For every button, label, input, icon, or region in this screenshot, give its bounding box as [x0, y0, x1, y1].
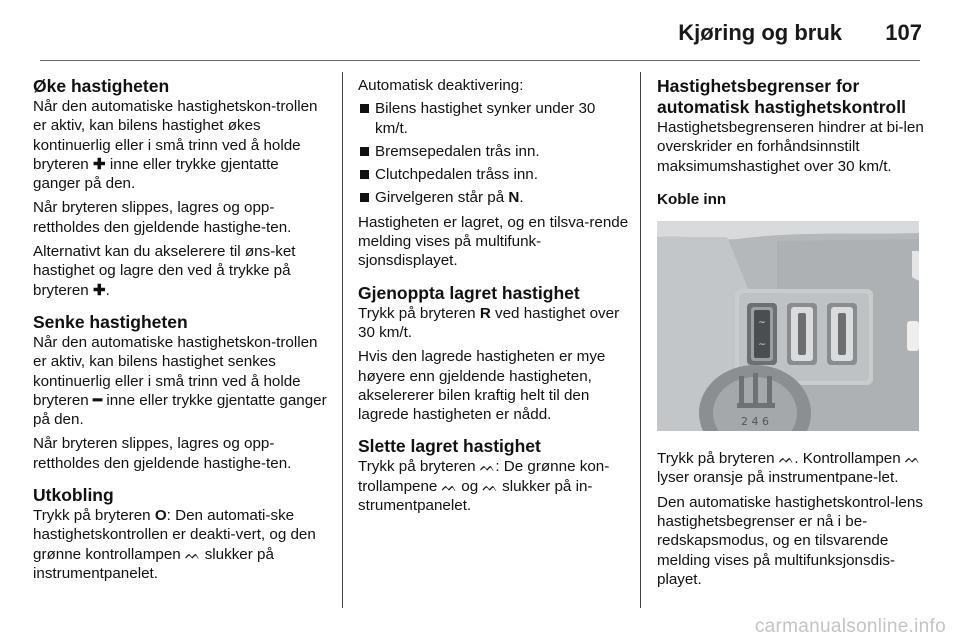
svg-text:~: ~: [758, 318, 766, 329]
list-item: Bremsepedalen trås inn.: [358, 142, 630, 161]
paragraph: Trykk på bryteren ᨓ: De grønne kon-trollampene ᨓ og ᨓ slukker på in-strumentpanelet.: [358, 458, 610, 515]
minus-icon: ━: [92, 391, 103, 409]
svg-text:~: ~: [758, 340, 766, 351]
paragraph: Trykk på bryteren R ved hastighet over 30 km/t.: [358, 304, 620, 341]
speed-limiter-icon: ᨓ: [441, 478, 458, 494]
list-item: Girvelgeren står på N.: [358, 188, 630, 207]
plus-icon: ✚: [92, 281, 106, 299]
paragraph: Når den automatiske hastighetskon-trollen er aktiv, kan bilens hastighet senkes kontinuerlig eller i små trinn ved å holde bryteren ━ inne eller trykke gjentatte ganger på den.: [33, 333, 327, 429]
auto-deactivation-label: Automatisk deaktivering:: [358, 77, 524, 94]
paragraph: Den automatiske hastighetskontrol-lens hastighetsbegrenser er nå i be-redskapsmodus, og en tilsvarende melding vises på multifunksjonsdis-playet.: [657, 493, 923, 588]
deactivation-list: [358, 99, 630, 207]
bullet-icon: [360, 147, 369, 156]
svg-text:2 4 6: 2 4 6: [741, 415, 769, 429]
paragraph: Trykk på bryteren O: Den automati-ske hastighetskontrollen er deakti-vert, og den grønne kontrollampen ᨓ slukker på instrumentpanelet.: [33, 507, 316, 582]
paragraph: Trykk på bryteren ᨓ. Kontrollampen ᨓ lyser oransje på instrumentpane-let.: [657, 450, 921, 487]
plus-icon: ✚: [92, 155, 106, 173]
list-item: Bilens hastighet synker under 30 km/t.: [358, 99, 630, 138]
speed-limiter-icon: ᨓ: [904, 451, 921, 467]
column-3: [657, 76, 925, 589]
bullet-icon: [360, 193, 369, 202]
section-title-resume: Gjenoppta lagret hastighet: [358, 282, 580, 303]
watermark-text: carmanualsonline.info: [754, 616, 946, 637]
subheading-engage: Koble inn: [657, 190, 727, 208]
page-number: 107: [885, 20, 922, 45]
section-title-limiter: Hastighetsbegrenser for automatisk hastighetskontroll: [657, 76, 906, 117]
bullet-icon: [360, 170, 369, 179]
paragraph: Når den automatiske hastighetskon-trollen er aktiv, kan bilens hastighet økes kontinuerlig eller i små trinn ved å holde bryteren ✚ inne eller trykke gjentatte ganger på den.: [33, 98, 318, 193]
section-title-increase: Øke hastigheten: [33, 76, 170, 96]
section-title-clear: Slette lagret hastighet: [358, 436, 541, 457]
cruise-control-icon: ᨓ: [482, 478, 498, 494]
page-header: [0, 0, 960, 62]
paragraph: Alternativt kan du akselerere til øns-ket hastighet og lagre den ved å trykke på bryteren ✚.: [33, 243, 296, 299]
paragraph: Når bryteren slippes, lagres og opp-rettholdes den gjeldende hastighe-ten.: [33, 435, 292, 472]
column-1: [33, 76, 329, 583]
switch-panel-photo: [657, 221, 919, 431]
paragraph: Hastighetsbegrenseren hindrer at bi-len overskrider en forhåndsinnstilt maksimumshastighet over 30 km/t.: [657, 119, 924, 175]
cruise-control-icon: ᨓ: [184, 546, 201, 562]
header-divider: [40, 60, 920, 61]
column-divider-1: [342, 72, 343, 608]
cruise-control-icon: ᨓ: [479, 459, 496, 475]
column-2: [358, 76, 630, 515]
list-item: Clutchpedalen tråss inn.: [358, 165, 630, 184]
page-title: Kjøring og bruk: [678, 20, 842, 45]
o-switch-icon: O: [154, 507, 167, 525]
paragraph: Hastigheten er lagret, og en tilsva-rende melding vises på multifunk-sjonsdisplayet.: [358, 213, 629, 270]
speed-limiter-icon: ᨓ: [778, 451, 795, 467]
paragraph: Når bryteren slippes, lagres og opp-rettholdes den gjeldende hastighe-ten.: [33, 199, 292, 236]
bullet-icon: [360, 104, 369, 113]
paragraph: Hvis den lagrede hastigheten er mye høyere enn gjeldende hastigheten, akselererer bilen kraftig helt til den lagrede hastigheten er nådd.: [358, 348, 606, 424]
section-title-decrease: Senke hastigheten: [33, 311, 188, 332]
section-title-disengage: Utkobling: [33, 485, 114, 506]
column-divider-2: [640, 72, 641, 608]
